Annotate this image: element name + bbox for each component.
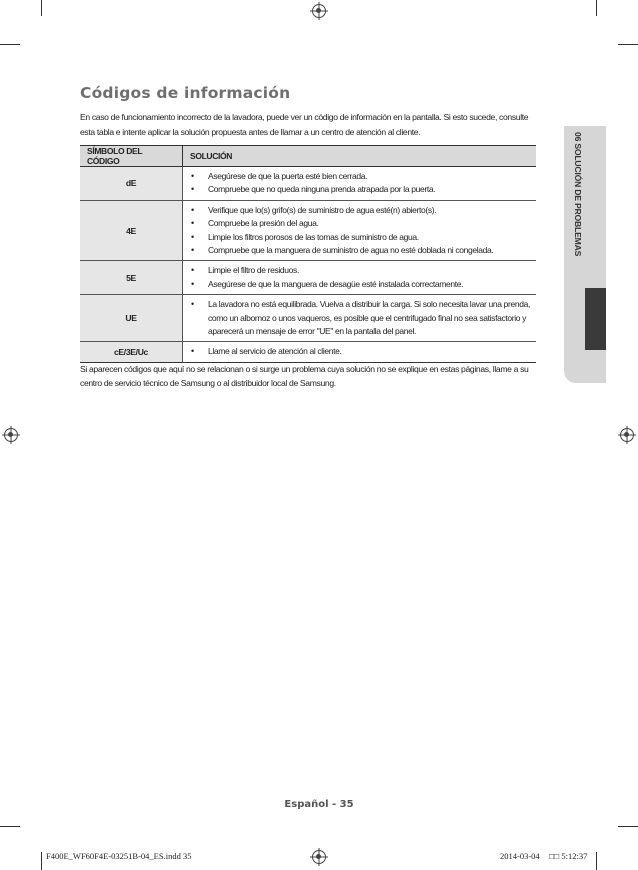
crop-mark — [41, 0, 42, 16]
solution-item: • Limpie el filtro de residuos. — [191, 264, 530, 277]
info-codes-table — [80, 145, 536, 363]
solution-item: • Compruebe que la manguera de suministro de agua no esté doblada ni congelada. — [191, 244, 530, 257]
solution-item: • Limpie los filtros porosos de las tomas de suministro de agua. — [191, 231, 530, 244]
table-header-row — [80, 146, 536, 167]
solution-item: • Compruebe la presión del agua. — [191, 217, 530, 230]
registration-mark-icon — [620, 428, 634, 442]
solution-item: • Verifique que lo(s) grifo(s) de suministro de agua esté(n) abierto(s). — [191, 204, 530, 217]
solution-cell — [183, 200, 537, 261]
table-row — [80, 200, 536, 261]
crop-mark — [41, 852, 42, 870]
table-row — [80, 261, 536, 295]
solution-item: • Asegúrese de que la manguera de desagüe esté instalada correctamente. — [191, 278, 530, 291]
table-row — [80, 295, 536, 342]
section-title: Códigos de información — [80, 84, 291, 102]
intro-paragraph: En caso de funcionamiento incorrecto de la lavadora, puede ver un código de información en la pantalla. Si esto sucede, consulte esta tabla e intente aplicar la solución propuesta antes de llamar a un centro de atención al cliente. — [80, 112, 529, 137]
code-cell: 4E — [80, 200, 183, 261]
registration-mark-icon — [312, 4, 326, 18]
code-cell: dE — [80, 167, 183, 201]
solution-cell — [183, 261, 537, 295]
crop-mark — [618, 826, 638, 827]
solution-item: • Llame al servicio de atención al cliente. — [191, 345, 530, 358]
solution-cell — [183, 295, 537, 342]
table-row — [80, 167, 536, 201]
note-paragraph: Si aparecen códigos que aquí no se relacionan o si surge un problema cuya solución no se explique en estas páginas, llame a su centro de servicio técnico de Samsung o al distribuidor local de Samsung. — [80, 364, 529, 388]
chapter-side-tab-marker — [585, 288, 606, 350]
solution-item: • Compruebe que no queda ninguna prenda atrapada por la puerta. — [191, 183, 530, 196]
registration-mark-icon — [4, 428, 18, 442]
column-header-code: SÍMBOLO DEL CÓDIGO — [80, 146, 183, 167]
solution-cell — [183, 167, 537, 201]
column-header-solution: SOLUCIÓN — [183, 146, 537, 167]
solution-cell — [183, 342, 537, 362]
crop-mark — [596, 0, 597, 16]
page-number: Español - 35 — [284, 799, 354, 810]
registration-mark-icon — [312, 850, 326, 864]
code-cell: 5E — [80, 261, 183, 295]
solution-item: • La lavadora no está equilibrada. Vuelva a distribuir la carga. Si solo necesita lavar una prenda, como un albornoz o unos vaqueros, es posible que el centrifugado final no sea satisfactorio y aparecerá un mensaje de error "UE" en la pantalla del panel. — [191, 298, 530, 338]
crop-mark — [0, 826, 20, 827]
chapter-label: 06 SOLUCIÓN DE PROBLEMAS — [573, 132, 583, 257]
code-cell: UE — [80, 295, 183, 342]
slug-date: 2014-03-04 — [500, 851, 540, 861]
code-cell: cE/3E/Uc — [80, 342, 183, 362]
slug-time: □□ 5:12:37 — [549, 851, 588, 861]
crop-mark — [618, 44, 638, 45]
solution-item: • Asegúrese de que la puerta esté bien cerrada. — [191, 170, 530, 183]
crop-mark — [0, 44, 20, 45]
slug-file: F400E_WF60F4E-03251B-04_ES.indd 35 — [46, 851, 192, 861]
table-row — [80, 342, 536, 362]
crop-mark — [596, 852, 597, 870]
